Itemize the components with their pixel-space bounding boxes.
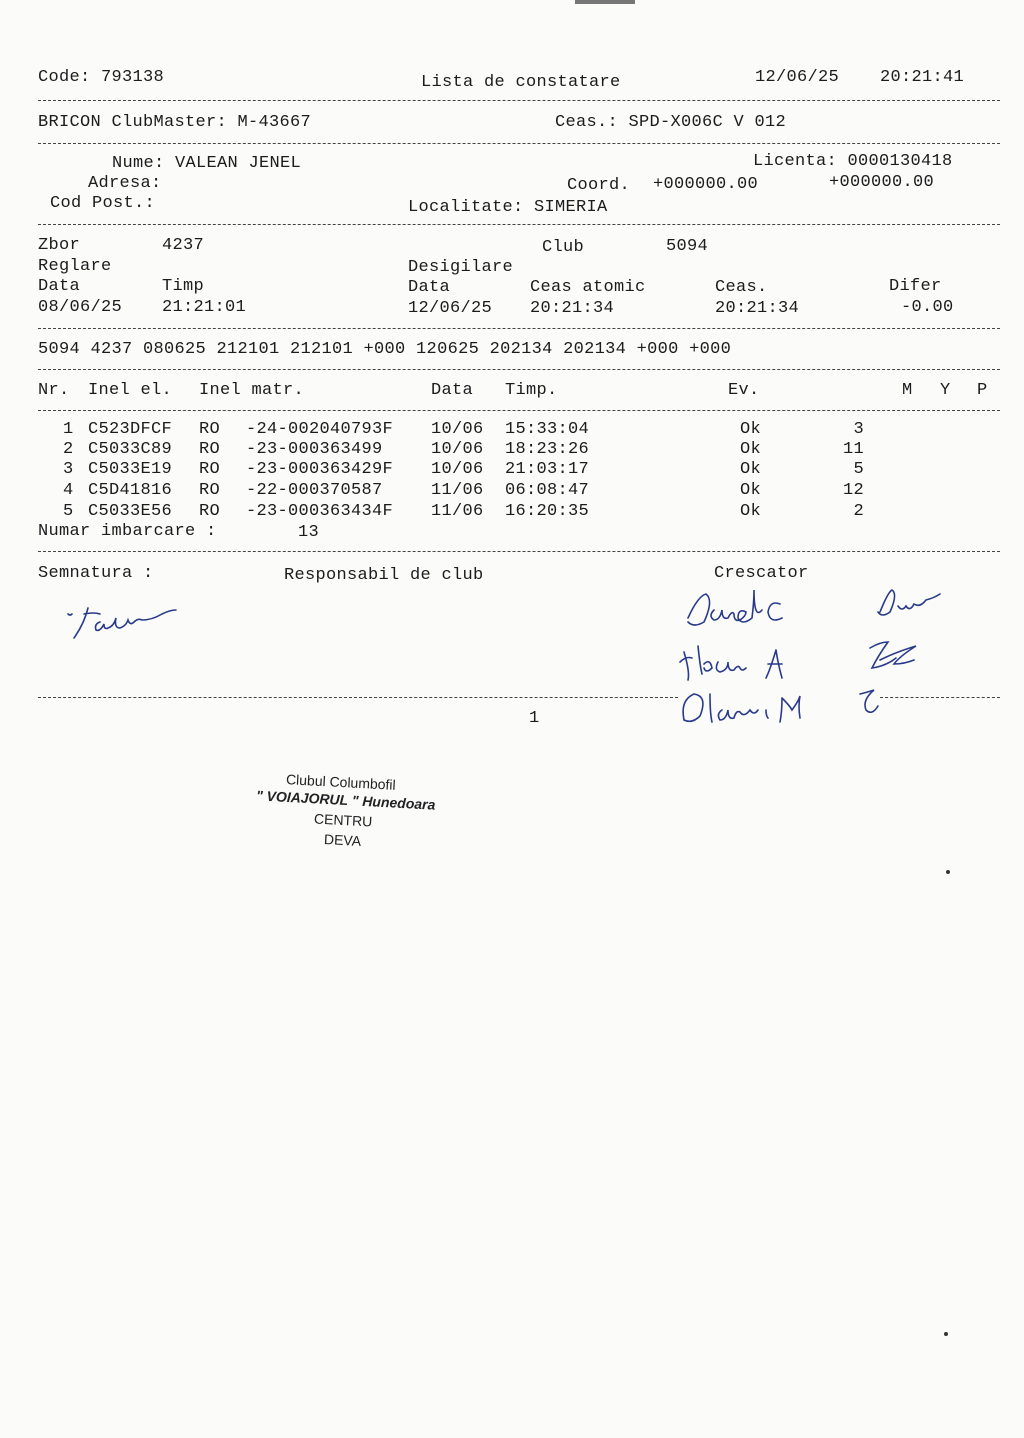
owner-license: Licenta: 0000130418 <box>753 152 953 171</box>
locality: Localitate: SIMERIA <box>408 198 608 217</box>
owner-name: Nume: VALEAN JENEL <box>112 154 302 173</box>
row-inel-matr: -23-000363499 <box>246 440 383 459</box>
clubmaster-id: BRICON ClubMaster: M-43667 <box>38 113 312 132</box>
row-nr: 1 <box>63 420 74 439</box>
row-nr: 3 <box>63 460 74 479</box>
boarding-count-label: Numar imbarcare : <box>38 522 217 541</box>
row-inel-el: C523DFCF <box>88 420 173 439</box>
stamp-line-3: CENTRU <box>313 810 373 830</box>
row-time: 06:08:47 <box>505 481 590 500</box>
col-data: Data <box>431 381 474 400</box>
row-m: 11 <box>842 440 864 459</box>
row-inel-matr: -23-000363434F <box>246 502 394 521</box>
row-inel-el: C5D41816 <box>88 481 173 500</box>
handwritten-signatures <box>680 582 970 742</box>
row-m: 12 <box>842 481 864 500</box>
difference-value: -0.00 <box>901 298 954 317</box>
row-date: 10/06 <box>431 460 484 479</box>
desig-date: 12/06/25 <box>408 299 493 318</box>
clock-label: Ceas. <box>715 278 768 297</box>
separator <box>38 697 678 698</box>
document-code: Code: 793138 <box>38 68 165 87</box>
reglare-label: Reglare <box>38 257 112 276</box>
print-time: 20:21:41 <box>880 68 965 87</box>
row-nr: 5 <box>63 502 74 521</box>
scan-speck <box>944 1332 948 1336</box>
col-nr: Nr. <box>38 381 70 400</box>
owner-address: Adresa: <box>88 174 162 193</box>
boarding-count: 13 <box>298 523 320 542</box>
page-number: 1 <box>529 709 540 728</box>
row-time: 21:03:17 <box>505 460 590 479</box>
club-number: 5094 <box>666 237 709 256</box>
row-m: 3 <box>853 420 864 439</box>
stamp-line-4: DEVA <box>323 831 362 849</box>
row-country: RO <box>199 502 221 521</box>
row-time: 16:20:35 <box>505 502 590 521</box>
coord-y: +000000.00 <box>829 173 935 192</box>
stamp-line-2: " VOIAJORUL " Hunedoara <box>255 787 436 813</box>
row-date: 10/06 <box>431 420 484 439</box>
row-inel-el: C5033E19 <box>88 460 173 479</box>
row-ev: Ok <box>740 502 762 521</box>
separator <box>38 328 1000 329</box>
col-m: M <box>902 381 913 400</box>
row-date: 10/06 <box>431 440 484 459</box>
col-inel-el: Inel el. <box>88 381 173 400</box>
row-nr: 2 <box>63 440 74 459</box>
col-timp: Timp. <box>505 381 558 400</box>
row-ev: Ok <box>740 440 762 459</box>
separator <box>38 143 1000 144</box>
stamp-line-1: Clubul Columbofil <box>285 771 397 793</box>
document-title: Lista de constatare <box>421 73 621 92</box>
breeder-label: Crescator <box>714 564 809 583</box>
postal-code: Cod Post.: <box>50 194 156 213</box>
row-inel-matr: -22-000370587 <box>246 481 383 500</box>
row-time: 15:33:04 <box>505 420 590 439</box>
signature-label: Semnatura : <box>38 564 154 583</box>
row-inel-matr: -23-000363429F <box>246 460 394 479</box>
row-ev: Ok <box>740 420 762 439</box>
desig-date-label: Data <box>408 278 451 297</box>
row-inel-matr: -24-002040793F <box>246 420 394 439</box>
row-date: 11/06 <box>431 481 484 500</box>
reglare-time: 21:21:01 <box>162 298 247 317</box>
flight-number: 4237 <box>162 236 205 255</box>
scan-speck <box>946 870 950 874</box>
row-inel-el: C5033C89 <box>88 440 173 459</box>
club-responsible-label: Responsabil de club <box>284 566 484 585</box>
separator <box>38 551 1000 552</box>
row-m: 2 <box>853 502 864 521</box>
reglare-date: 08/06/25 <box>38 298 123 317</box>
desigilare-label: Desigilare <box>408 258 514 277</box>
row-ev: Ok <box>740 481 762 500</box>
col-inel-matr: Inel matr. <box>199 381 305 400</box>
code-line: 5094 4237 080625 212101 212101 +000 120625 202134 202134 +000 +000 <box>38 340 732 359</box>
separator <box>38 100 1000 101</box>
atomic-clock-label: Ceas atomic <box>530 278 646 297</box>
separator <box>38 410 1000 411</box>
row-country: RO <box>199 481 221 500</box>
row-country: RO <box>199 440 221 459</box>
reglare-time-label: Timp <box>162 277 205 296</box>
row-time: 18:23:26 <box>505 440 590 459</box>
row-nr: 4 <box>63 481 74 500</box>
atomic-time: 20:21:34 <box>530 299 615 318</box>
row-country: RO <box>199 420 221 439</box>
print-date: 12/06/25 <box>755 68 840 87</box>
separator <box>38 224 1000 225</box>
clock-time: 20:21:34 <box>715 299 800 318</box>
col-p: P <box>977 381 988 400</box>
scan-artifact <box>575 0 635 4</box>
row-m: 5 <box>853 460 864 479</box>
club-label: Club <box>542 238 585 257</box>
row-country: RO <box>199 460 221 479</box>
clock-id: Ceas.: SPD-X006C V 012 <box>555 113 787 132</box>
row-inel-el: C5033E56 <box>88 502 173 521</box>
col-y: Y <box>940 381 951 400</box>
row-date: 11/06 <box>431 502 484 521</box>
flight-label: Zbor <box>38 236 81 255</box>
row-ev: Ok <box>740 460 762 479</box>
separator <box>38 369 1000 370</box>
handwritten-signature <box>60 600 220 650</box>
col-ev: Ev. <box>728 381 760 400</box>
separator <box>880 697 1000 698</box>
coord-x: +000000.00 <box>653 175 759 194</box>
reglare-date-label: Data <box>38 277 81 296</box>
coord-label: Coord. <box>567 176 631 195</box>
difference-label: Difer <box>889 277 942 296</box>
